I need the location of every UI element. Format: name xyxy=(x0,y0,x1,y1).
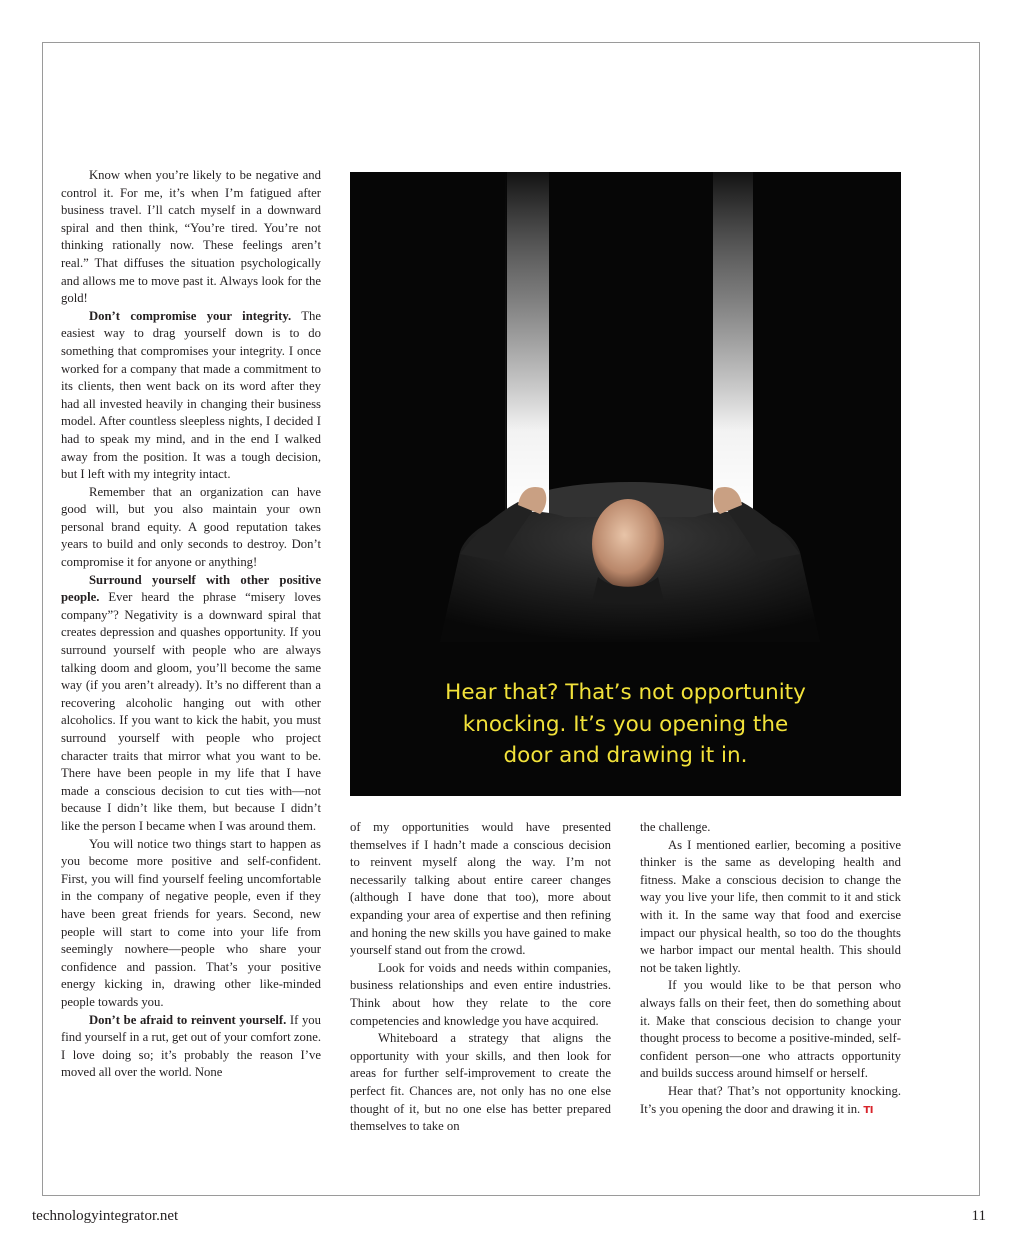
article-column-2 xyxy=(350,819,611,1136)
caption-line: Hear that? That’s not opportunity xyxy=(445,680,806,705)
paragraph-text: of my opportunities would have presented themselves if I hadn’t made a conscious decision to reinvent myself along the way. I’m not necessarily talking about entire career changes (although I have done that too), more about expanding your area of expertise and then refining and honing the new skills you have gained to make yourself stand out from the crowd. xyxy=(350,820,611,958)
hero-image xyxy=(350,172,901,796)
paragraph-text: Whiteboard a strategy that aligns the opportunity with your skills, and then look for areas for further self-improvement to create the perfect fit. Chances are, not only has no one else thought of it, but no one else has better prepared themselves to take on xyxy=(350,1031,611,1134)
paragraph xyxy=(61,308,321,484)
paragraph-text: You will notice two things start to happen as you become more positive and self-confident. First, you will find yourself feeling uncomfortable in the company of negative people, even if they have been great friends for years. Second, new people will start to come into your life from seemingly nowhere—people who share your confidence and passion. That’s your positive energy kicking in, drawing other like-minded people towards you. xyxy=(61,836,321,1009)
paragraph xyxy=(350,960,611,1030)
paragraph xyxy=(640,837,901,978)
caption-line: knocking. It’s you opening the xyxy=(462,711,789,737)
paragraph-text: If you find yourself in a rut, get out of your comfort zone. I love doing so; it’s probably the reason I’ve moved all over the world. None xyxy=(61,1012,321,1080)
paragraph-text: If you would like to be that person who always falls on their feet, then do something about it. Make that conscious decision to change your thought process to become a positive-minded, self-confident person—one who attracts opportunity and builds success around himself or herself. xyxy=(640,978,901,1081)
paragraph xyxy=(61,836,321,1012)
paragraph-text: the challenge. xyxy=(640,820,711,834)
paragraph-text: Know when you’re likely to be negative and control it. For me, it’s when I’m fatigued after business travel. I’ll catch myself in a downward spiral and then think, “You’re tired. You’re not thinking rationally now. These feelings aren’t real.” That diffuses the situation psychologically and allows me to move past it. Always look for the gold! xyxy=(61,168,321,306)
article-column-1 xyxy=(61,167,321,1082)
paragraph xyxy=(640,977,901,1083)
paragraph-text: Ever heard the phrase “misery loves company”? Negativity is a downward spiral that creates depression and quashes opportunity. If you surround yourself with people who are always talking doom and gloom, you’ll become the same way (if you aren’t already). It’s no different than a recovering alcoholic hanging out with other alcoholics. If you want to kick the habit, you must surround yourself with people who project character traits that mirror what you want to be. There have been people in my life that I have made a conscious decision to cut ties with—not because I didn’t like them, but because I didn’t like the person I became when I was around them. xyxy=(61,590,321,833)
paragraph xyxy=(640,1083,901,1119)
end-mark-logo: TI xyxy=(863,1104,873,1116)
paragraph-text: As I mentioned earlier, becoming a positive thinker is the same as developing health and fitness. Make a conscious decision to change the way you live your life, then commit to it and stick with it. In the same way that food and exercise impact our physical health, so too do the thoughts we harbor impact our mental health. This should not be taken lightly. xyxy=(640,837,901,975)
paragraph xyxy=(350,819,611,960)
paragraph xyxy=(640,819,901,837)
paragraph xyxy=(61,1012,321,1082)
paragraph-text: Look for voids and needs within companies, business relationships and even entire industries. Think about how they relate to the core competencies and knowledge you have acquired. xyxy=(350,960,611,1028)
paragraph xyxy=(350,1030,611,1136)
caption-line: door and drawing it in. xyxy=(503,743,748,768)
paragraph xyxy=(61,572,321,836)
paragraph-text: Remember that an organization can have good will, but you also maintain your own personal brand equity. A good reputation takes years to build and only seconds to destroy. Don’t compromise it for anyone or anything! xyxy=(61,484,321,570)
paragraph-text: Hear that? That’s not opportunity knocking. It’s you opening the door and drawing it in. xyxy=(640,1083,901,1116)
page-number: 11 xyxy=(971,1208,986,1224)
section-lead: Don’t compromise your integrity. xyxy=(89,308,292,323)
section-lead: Don’t be afraid to reinvent yourself. xyxy=(89,1012,287,1027)
paragraph xyxy=(61,167,321,308)
image-caption xyxy=(350,677,901,772)
footer-site-url: technologyintegrator.net xyxy=(32,1208,179,1224)
article-column-3 xyxy=(640,819,901,1119)
paragraph-text: The easiest way to drag yourself down is to do something that compromises your integrity. I once worked for a company that made a commitment to its clients, then went back on its word after they had all invested heavily in changing their business model. After countless sleepless nights, I decided I had to speak my mind, and in the end I walked away from the position. It was a tough decision, but I left with my integrity intact. xyxy=(61,308,321,482)
section-lead: Surround yourself with other positive people. xyxy=(61,572,321,605)
paragraph xyxy=(61,484,321,572)
